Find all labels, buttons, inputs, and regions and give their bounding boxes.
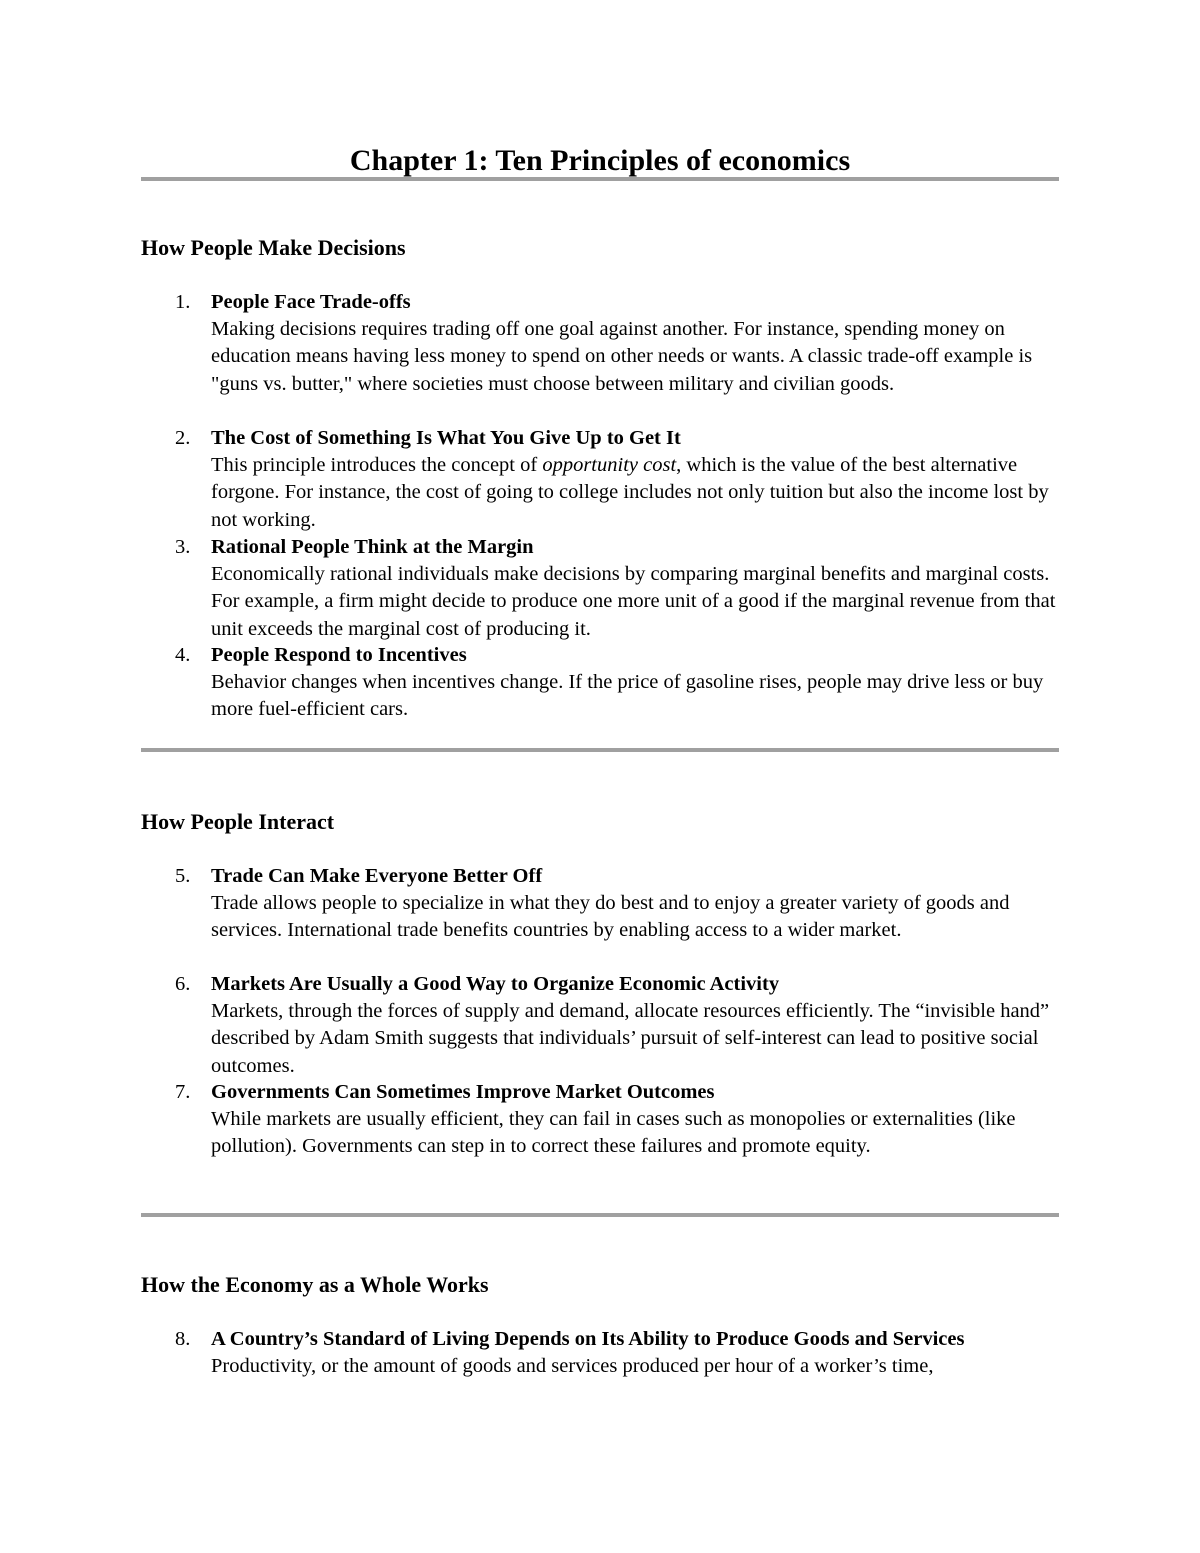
principle-body: Markets, through the forces of supply and demand, allocate resources efficiently. The “invisible hand” described by Adam Smith suggests that individuals’ pursuit of self-interest can lead to positive social outcomes. [211, 1000, 1050, 1077]
title-divider [141, 177, 1059, 181]
principle-item-8 [141, 1326, 1059, 1380]
principle-heading: A Country’s Standard of Living Depends on Its Ability to Produce Goods and Services [211, 1328, 965, 1350]
principle-item-1 [141, 289, 1059, 398]
principle-content [211, 425, 1059, 534]
principle-content [211, 971, 1059, 1080]
principle-body: Productivity, or the amount of goods and services produced per hour of a worker’s time, [211, 1355, 934, 1378]
principle-number: 5. [175, 865, 191, 887]
principle-number: 4. [175, 644, 191, 666]
principle-body-text: This principle introduces the concept of [211, 454, 543, 477]
section-heading-decisions: How People Make Decisions [141, 235, 406, 260]
principle-number: 8. [175, 1328, 191, 1350]
principle-number: 3. [175, 536, 191, 558]
principle-body: Making decisions requires trading off one goal against another. For instance, spending money on education means having less money to spend on other needs or wants. A classic trade-off example is "guns vs. butter," where societies must choose between military and civilian goods. [211, 318, 1033, 395]
principle-body-text: , which is the value of the best alternative forgone. For instance, the cost of going to college includes not only tuition but also the income lost by not working. [211, 454, 1049, 531]
section-divider [141, 1213, 1059, 1217]
section-divider [141, 748, 1059, 752]
principle-content [211, 1326, 1059, 1380]
principle-item-5 [141, 863, 1059, 945]
principle-number: 7. [175, 1081, 191, 1103]
principle-heading: Rational People Think at the Margin [211, 536, 534, 558]
principle-number: 1. [175, 291, 191, 313]
principle-content [211, 642, 1059, 724]
principle-heading: People Respond to Incentives [211, 644, 467, 666]
section-heading-interact: How People Interact [141, 809, 335, 834]
principle-body-emphasis: opportunity cost [542, 454, 677, 477]
principle-heading: Governments Can Sometimes Improve Market Outcomes [211, 1081, 715, 1103]
principle-number: 2. [175, 427, 191, 449]
page-title: Chapter 1: Ten Principles of economics [349, 144, 851, 177]
principle-item-4 [141, 642, 1059, 724]
principle-content [211, 534, 1059, 643]
principle-body [211, 452, 1059, 534]
principle-body: Behavior changes when incentives change. If the price of gasoline rises, people may drive less or buy more fuel-efficient cars. [211, 671, 1044, 721]
principle-heading: Trade Can Make Everyone Better Off [211, 865, 543, 887]
principle-content [211, 863, 1059, 945]
principle-heading: The Cost of Something Is What You Give Up to Get It [211, 427, 681, 449]
principle-heading: People Face Trade-offs [211, 291, 411, 313]
principle-item-7 [141, 1079, 1059, 1161]
principle-item-2 [141, 425, 1059, 534]
principle-item-3 [141, 534, 1059, 643]
principle-number: 6. [175, 973, 191, 995]
principle-body: While markets are usually efficient, they can fail in cases such as monopolies or externalities (like pollution). Governments can step in to correct these failures and promote equity. [211, 1108, 1016, 1158]
principle-body: Economically rational individuals make decisions by comparing marginal benefits and marginal costs. For example, a firm might decide to produce one more unit of a good if the marginal revenue from that unit exceeds the marginal cost of producing it. [211, 563, 1056, 640]
principle-heading: Markets Are Usually a Good Way to Organize Economic Activity [211, 973, 780, 995]
principle-item-6 [141, 971, 1059, 1080]
section-heading-economy: How the Economy as a Whole Works [141, 1272, 489, 1297]
principle-body: Trade allows people to specialize in what they do best and to enjoy a greater variety of goods and services. International trade benefits countries by enabling access to a wider market. [211, 892, 1010, 942]
principle-content [211, 289, 1059, 398]
principle-content [211, 1079, 1059, 1161]
